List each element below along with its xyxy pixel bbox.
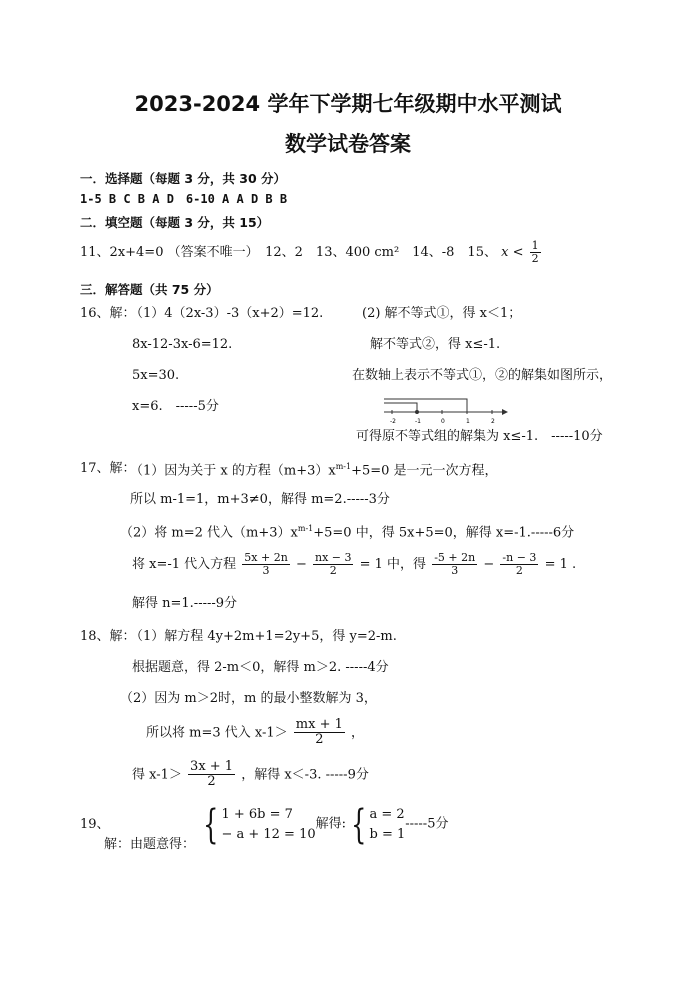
numerator: -n − 3 <box>502 551 537 564</box>
number-line-figure <box>380 392 510 426</box>
q16-right-line1: (2) 解不等式①，得 x＜1； <box>362 306 522 321</box>
q19-solution <box>198 802 449 848</box>
brace-2: { <box>351 802 367 848</box>
numerator: nx − 3 <box>314 551 352 564</box>
q17-fraction-3 <box>432 552 477 577</box>
closed-point <box>415 410 419 414</box>
q18-line1: （1）解方程 4y+2m+1=2y+5，得 y=2-m. <box>130 629 397 644</box>
equation: a = 2 <box>369 807 405 822</box>
q16-line4: x=6. -----5分 <box>132 399 219 414</box>
q16-line3: 5x=30. <box>132 368 180 383</box>
q17-line3 <box>120 524 574 541</box>
q16-right-line2: 解不等式②，得 x≤-1. <box>370 337 501 352</box>
denominator: 3 <box>262 564 270 578</box>
brace-1: { <box>203 802 219 848</box>
denominator: 3 <box>451 564 459 578</box>
q15-denominator: 2 <box>531 252 539 266</box>
q18-line5-text: 得 x-1＞ <box>132 767 182 783</box>
q17-line1-text: （1）因为关于 x 的方程（m+3）x <box>130 463 336 479</box>
q19-sub: 解：由题意得： <box>104 837 196 852</box>
q18-line4 <box>146 718 364 748</box>
numerator: 3x + 1 <box>190 759 234 774</box>
q18-line5-end: ，解得 x＜-3. -----9分 <box>241 767 369 783</box>
q17-line5: 解得 n=1.-----9分 <box>132 596 238 611</box>
q18-line2: 根据题意，得 2-m＜0，解得 m＞2. -----4分 <box>132 660 389 675</box>
tick-label: -1 <box>415 418 421 425</box>
system-1 <box>221 805 315 845</box>
section-2-heading: 二．填空题（每题 3 分，共 15） <box>80 215 270 230</box>
q18-fraction-1 <box>294 718 345 748</box>
q15-numerator: 1 <box>531 239 539 252</box>
tick-label: 2 <box>491 418 495 425</box>
minus-sign: − <box>295 557 307 573</box>
equation: b = 1 <box>369 827 406 842</box>
tick-label: -2 <box>390 418 396 425</box>
page-title: 2023-2024 学年下学期七年级期中水平测试 <box>134 92 562 116</box>
q15-fraction <box>530 240 541 265</box>
numerator: mx + 1 <box>295 717 343 732</box>
system-2 <box>369 805 405 845</box>
q17-label: 17、解： <box>80 461 136 476</box>
q16-right-line4: 可得原不等式组的解集为 x≤-1. -----10分 <box>356 429 603 444</box>
section-2-answers <box>80 240 543 265</box>
solution-set-1 <box>384 399 467 412</box>
q18-label: 18、解： <box>80 629 136 644</box>
denominator: 2 <box>515 564 523 578</box>
solve-text: 解得: <box>315 816 347 832</box>
q18-fraction-2 <box>188 760 235 790</box>
q17-line2: 所以 m-1=1，m+3≠0，解得 m=2.-----3分 <box>130 492 390 507</box>
section-1-heading: 一．选择题（每题 3 分，共 30 分） <box>80 171 287 186</box>
q18-line4-text: 所以将 m=3 代入 x-1＞ <box>146 725 288 741</box>
denominator: 2 <box>315 732 324 748</box>
equals-text: = 1 中，得 <box>359 557 427 573</box>
page-subtitle: 数学试卷答案 <box>285 132 411 156</box>
q17-line1 <box>130 462 498 479</box>
q17-line4 <box>132 552 576 577</box>
q19-label: 19、 <box>80 817 110 832</box>
section-1-answers: 1-5 B C B A D 6-10 A A D B B <box>80 192 288 206</box>
q17-line1-end: +5=0 是一元一次方程， <box>351 463 498 479</box>
solution-set-2 <box>384 403 417 412</box>
numerator: -5 + 2n <box>434 551 476 564</box>
q18-line5 <box>132 760 369 790</box>
tick-label: 0 <box>441 418 445 425</box>
score-text: -----5分 <box>405 816 449 832</box>
comma: ， <box>351 725 365 741</box>
q17-fraction-4 <box>500 552 538 577</box>
q17-line1-exponent: m-1 <box>335 462 352 471</box>
q17-line4-text: 将 x=-1 代入方程 <box>132 557 237 573</box>
section-3-heading: 三．解答题（共 75 分） <box>80 282 219 297</box>
equals-text: = 1 . <box>544 557 577 573</box>
q16-line1: （1）4（2x-3）-3（x+2）=12. <box>130 306 324 321</box>
q17-line3-text: （2）将 m=2 代入（m+3）x <box>120 525 298 541</box>
q17-line3-end: +5=0 中，得 5x+5=0，解得 x=-1.-----6分 <box>313 525 575 541</box>
tick-label: 1 <box>466 418 470 425</box>
numerator: 5x + 2n <box>244 551 288 564</box>
q17-fraction-1 <box>242 552 290 577</box>
axis-arrow <box>502 409 508 415</box>
q16-right-line3: 在数轴上表示不等式①，②的解集如图所示， <box>352 368 613 383</box>
equation: 1 + 6b = 7 <box>221 807 293 822</box>
q16-line2: 8x-12-3x-6=12. <box>132 337 233 352</box>
q17-fraction-2 <box>313 552 354 577</box>
minus-sign: − <box>483 557 495 573</box>
q17-line3-exponent: m-1 <box>297 524 314 533</box>
denominator: 2 <box>207 774 216 790</box>
denominator: 2 <box>329 564 337 578</box>
equation: − a + 12 = 10 <box>221 827 316 842</box>
q15-variable: x < <box>501 245 524 261</box>
fill-in-answers: 11、2x+4=0 （答案不唯一） 12、2 13、400 cm² 14、-8 15、 <box>80 245 497 261</box>
q18-line3: （2）因为 m＞2时，m 的最小整数解为 3， <box>120 691 377 706</box>
q16-label: 16、解： <box>80 306 136 321</box>
